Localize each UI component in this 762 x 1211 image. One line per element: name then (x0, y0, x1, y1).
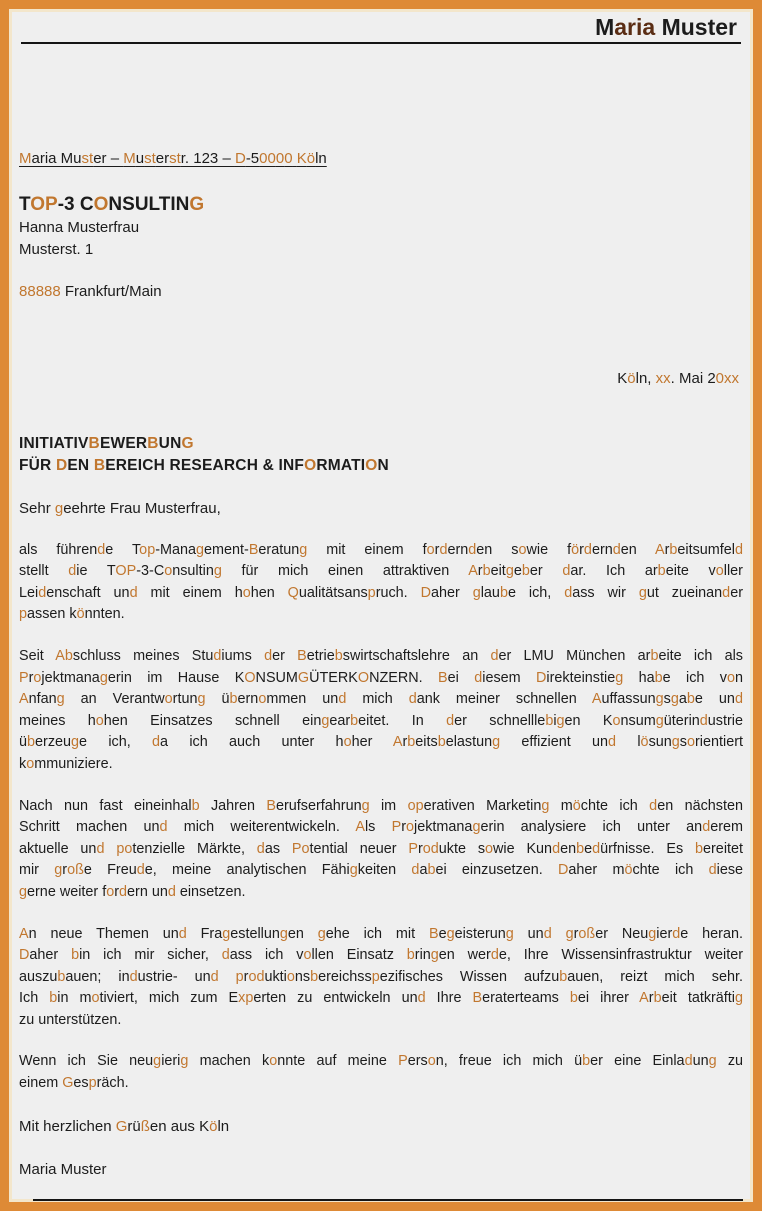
paragraph-line: Anfang an Verantwortung übernommen und mich dank meiner schnellen Auffassungsgabe und (19, 691, 743, 708)
paragraph-line: Seit Abschluss meines Studiums der Betriebswirtschaftslehre an der LMU München arbeite ich als (19, 647, 743, 664)
subject-line-2: FÜR DEN BEREICH RESEARCH & INFORMATION (19, 457, 389, 474)
paragraph-line: meines hohen Einsatzes schnell eingearbeitet. In der schnelllebigen Konsumgüterindustrie (19, 712, 743, 729)
recipient-city: 88888 Frankfurt/Main (19, 283, 162, 300)
paragraph-line: überzeuge ich, da ich auch unter hoher Arbeitsbelastung effizient und lösungsorientiert (19, 734, 743, 751)
body-paragraph-2 (19, 646, 743, 776)
header-rule (21, 42, 741, 44)
recipient-street: Musterst. 1 (19, 241, 94, 258)
recipient-contact: Hanna Musterfrau (19, 219, 140, 236)
subject-line-1: INITIATIVBEWERBUNG (19, 435, 194, 452)
paragraph-line: Daher bin ich mir sicher, dass ich vollen Einsatz bringen werde, Ihre Wissensinfrastruktur weiter (19, 947, 743, 964)
body-paragraph-5 (19, 1051, 743, 1094)
paragraph-line: als führende Top-Management-Beratung mit einem fordernden sowie fördernden Arbeitsumfeld (19, 541, 744, 558)
body-paragraph-3 (19, 796, 743, 904)
date-line: Köln, xx. Mai 20xx (617, 370, 739, 387)
body-paragraph-4 (19, 924, 743, 1032)
sender-address-line: Maria Muster – Musterstr. 123 – D-50000 Köln (19, 150, 327, 167)
paragraph-line: Schritt machen und mich weiterentwickeln. Als Projektmanagerin analysiere ich unter anderem (19, 819, 743, 836)
paragraph-line: An neue Themen und Fragestellungen gehe ich mit Begeisterung und großer Neugierde heran. (19, 925, 743, 942)
paragraph-line: Projektmanagerin im Hause KONSUMGÜTERKONZERN. Bei diesem Direkteinstieg habe ich von (19, 669, 744, 686)
paragraph-line: Wenn ich Sie neugierig machen konnte auf meine Person, freue ich mich über eine Einladung zu (19, 1053, 744, 1070)
paragraph-line: aktuelle und potenzielle Märkte, das Potential neuer Produkte sowie Kundenbedürfnisse. Es bereitet (19, 840, 744, 857)
subject-block (19, 433, 743, 477)
paragraph-line: Leidenschaft und mit einem hohen Qualitätsanspruch. Daher glaube ich, dass wir gut zueinander (19, 584, 743, 601)
signature-name: Maria Muster (19, 1161, 107, 1179)
paragraph-line: Nach nun fast eineinhalb Jahren Berufserfahrung im operativen Marketing möchte ich den nächsten (19, 797, 743, 814)
paragraph-line: kommuniziere. (19, 755, 113, 772)
paragraph-line: gerne weiter fordern und einsetzen. (19, 883, 246, 900)
paragraph-line: einem Gespräch. (19, 1075, 129, 1092)
paragraph-line: passen könnten. (19, 606, 125, 623)
header-author-name: Maria Muster (595, 14, 737, 40)
paragraph-line: zu unterstützen. (19, 1011, 122, 1028)
salutation: Sehr geehrte Frau Musterfrau, (19, 500, 221, 517)
paragraph-line: mir große Freude, meine analytischen Fähigkeiten dabei einzusetzen. Daher möchte ich diese (19, 862, 744, 879)
footer-rule (33, 1199, 743, 1201)
paragraph-line: Ich bin motiviert, mich zum Experten zu entwickeln und Ihre Beraterteams bei ihrer Arbeit tatkräftig (19, 990, 744, 1007)
body-paragraph-1 (19, 540, 743, 626)
recipient-block (19, 193, 743, 303)
paragraph-line: stellt die TOP-3-Consulting für mich einen attraktiven Arbeitgeber dar. Ich arbeite voller (19, 563, 743, 580)
recipient-company: TOP-3 CONSULTING (19, 194, 205, 215)
closing-line: Mit herzlichen Grüßen aus Köln (19, 1117, 230, 1135)
paragraph-line: auszubauen; industrie- und produktionsbereichsspezifisches Wissen aufzubauen, reizt mich sehr. (19, 968, 743, 985)
